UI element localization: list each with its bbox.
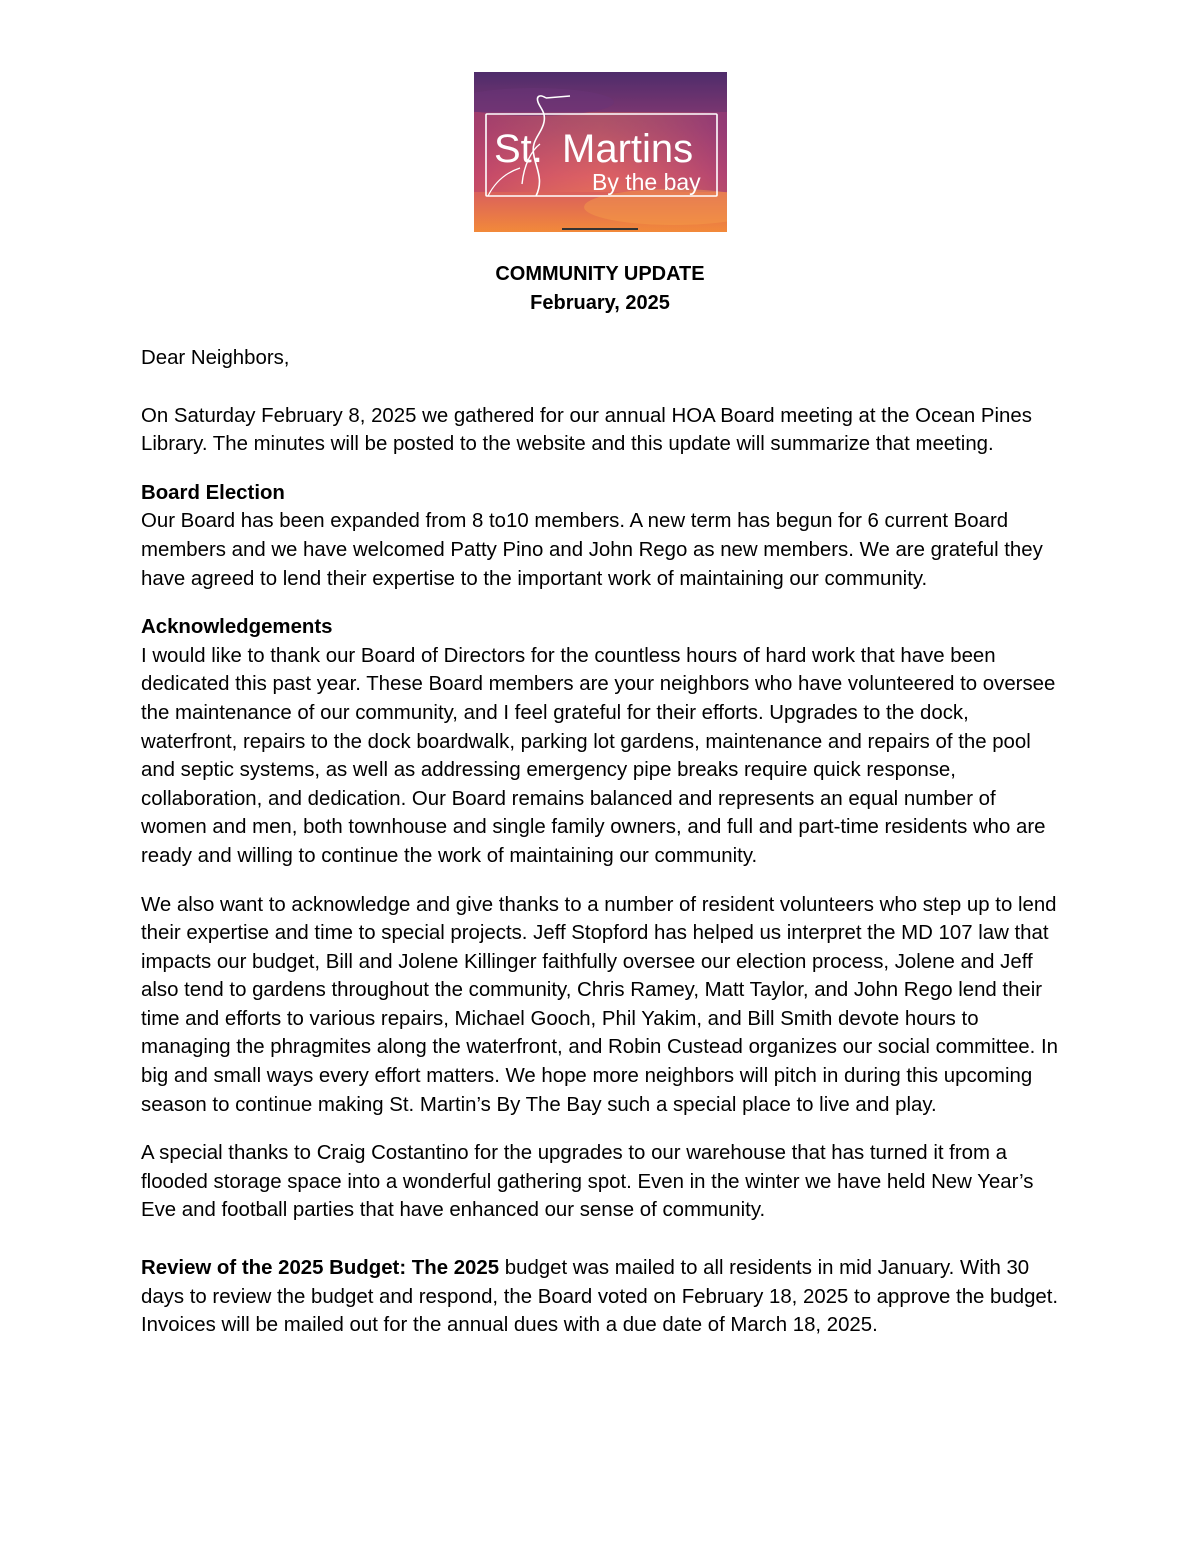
acknowledgements-paragraph-2: We also want to acknowledge and give thanks to a number of resident volunteers who step up to lend their expertise and time to special projects. Jeff Stopford has helped us interpret the MD 107 law that impacts our budget, Bill and Jolene Killinger faithfully oversee our election process, Jolene and Jeff also tend to gardens throughout the community, Chris Ramey, Matt Taylor, and John Rego lend their time and efforts to various repairs, Michael Gooch, Phil Yakim, and Bill Smith devote hours to managing the phragmites along the waterfront, and Robin Custead organizes our social committee. In big and small ways every effort matters. We hope more neighbors will pitch in during this upcoming season to continue making St. Martin’s By The Bay such a special place to live and play.	[141, 893, 1058, 1116]
logo-text-martins: Martins	[562, 127, 694, 171]
acknowledgements-paragraph-3: A special thanks to Craig Costantino for the upgrades to our warehouse that has turned it from a flooded storage space into a wonderful gathering spot. Even in the winter we have held New Year’s Eve and football parties that have enhanced our sense of community.	[141, 1142, 1034, 1222]
greeting: Dear Neighbors,	[141, 347, 290, 369]
logo-text-st: St.	[494, 127, 543, 171]
budget-heading: Review of the 2025 Budget: The 2025	[141, 1257, 500, 1280]
logo-graphic	[474, 72, 727, 232]
logo-text-tagline: By the bay	[592, 169, 701, 195]
budget-text: budget was mailed to all residents in mid January. With 30 days to review the budget and respond, the Board voted on February 18, 2025 to approve the budget. Invoices will be mailed out for the annual dues with a due date of March 18, 2025.	[141, 1257, 1059, 1337]
intro-paragraph: On Saturday February 8, 2025 we gathered for our annual HOA Board meeting at the Ocean Pines Library. The minutes will be posted to the website and this update will summarize that meeting.	[141, 404, 1032, 456]
document-date: February, 2025	[530, 292, 670, 314]
document-header	[0, 260, 1200, 318]
acknowledgements-heading: Acknowledgements	[141, 616, 333, 639]
board-election-heading: Board Election	[141, 481, 285, 504]
letter-body	[141, 344, 1066, 1340]
budget-paragraph	[141, 1254, 1066, 1340]
board-election-paragraph: Our Board has been expanded from 8 to10 members. A new term has begun for 6 current Board members and we have welcomed Patty Pino and John Rego as new members. We are grateful they have agreed to lend their expertise to the important work of maintaining our community.	[141, 510, 1043, 590]
community-logo	[474, 72, 727, 232]
document-title: COMMUNITY UPDATE	[495, 263, 705, 285]
acknowledgements-paragraph-1: I would like to thank our Board of Directors for the countless hours of hard work that have been dedicated this past year. These Board members are your neighbors who have volunteered to oversee the maintenance of our community, and I feel grateful for their efforts. Upgrades to the dock, waterfront, repairs to the dock boardwalk, parking lot gardens, maintenance and repairs of the pool and septic systems, as well as addressing emergency pipe breaks require quick response, collaboration, and dedication. Our Board remains balanced and represents an equal number of women and men, both townhouse and single family owners, and full and part-time residents who are ready and willing to continue the work of maintaining our community.	[141, 644, 1056, 867]
